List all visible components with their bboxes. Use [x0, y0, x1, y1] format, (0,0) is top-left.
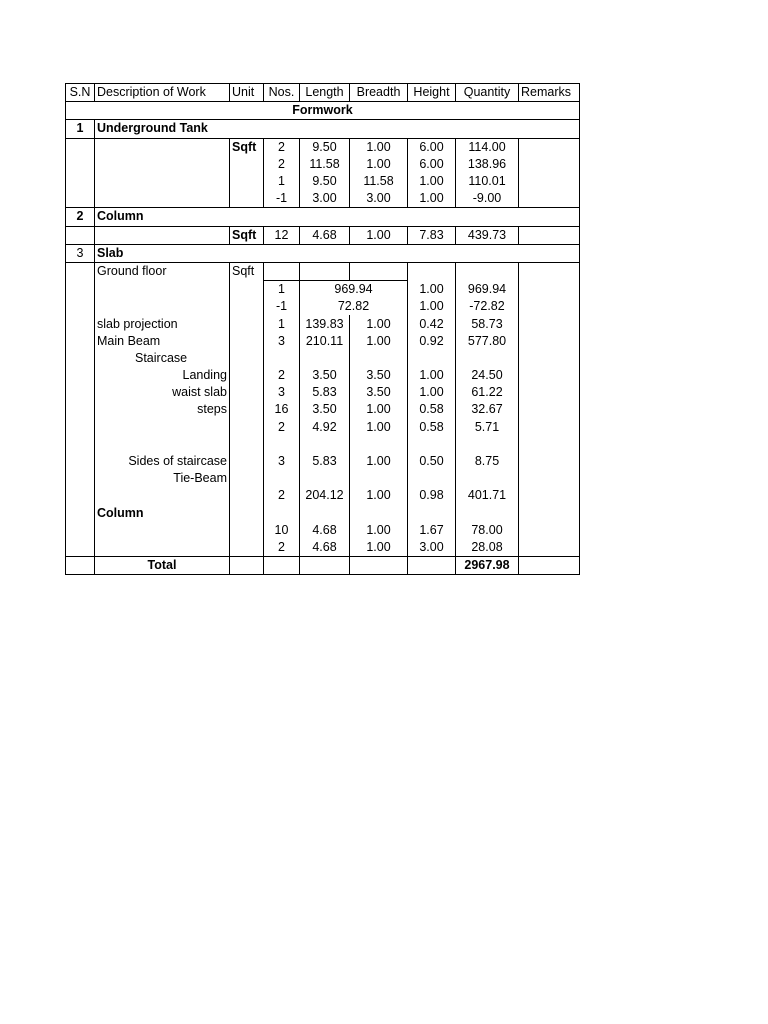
- item-sn: 2: [66, 208, 95, 226]
- length-cell: 3.50: [300, 367, 350, 384]
- length-cell: 4.68: [300, 522, 350, 539]
- length-cell: 5.83: [300, 384, 350, 401]
- quantity-cell: 24.50: [456, 367, 519, 384]
- nos-cell: -1: [264, 298, 300, 315]
- breadth-cell: 1.00: [350, 539, 408, 557]
- header-description: Description of Work: [95, 84, 230, 102]
- length-cell: 4.68: [300, 539, 350, 557]
- nos-cell: 2: [264, 539, 300, 557]
- quantity-cell: 78.00: [456, 522, 519, 539]
- table-row: [66, 298, 580, 315]
- quantity-cell: 969.94: [456, 281, 519, 299]
- table-row: [66, 401, 580, 418]
- length-cell: 9.50: [300, 173, 350, 190]
- header-nos: Nos.: [264, 84, 300, 102]
- quantity-cell: 58.73: [456, 315, 519, 332]
- breadth-cell: 1.00: [350, 138, 408, 156]
- description-cell: Column: [95, 505, 230, 522]
- description-cell: Landing: [95, 367, 230, 384]
- nos-cell: 3: [264, 384, 300, 401]
- height-cell: 1.00: [408, 384, 456, 401]
- breadth-cell: 1.00: [350, 156, 408, 173]
- height-cell: 6.00: [408, 156, 456, 173]
- height-cell: 1.00: [408, 190, 456, 208]
- item-title: Column: [95, 208, 580, 226]
- table-row: [66, 190, 580, 208]
- formwork-estimate-table: [65, 83, 580, 575]
- table-row: [66, 138, 580, 156]
- quantity-cell: 439.73: [456, 226, 519, 244]
- section-title: Formwork: [66, 102, 580, 120]
- description-cell: slab projection: [95, 315, 230, 332]
- breadth-cell: 1.00: [350, 401, 408, 418]
- item-heading-row: [66, 120, 580, 138]
- table-row: [66, 350, 580, 367]
- table-row: [66, 262, 580, 280]
- height-cell: 3.00: [408, 539, 456, 557]
- length-cell: 139.83: [300, 315, 350, 332]
- table-row: [66, 333, 580, 350]
- height-cell: 0.50: [408, 453, 456, 470]
- height-cell: 1.00: [408, 367, 456, 384]
- total-row: [66, 557, 580, 575]
- nos-cell: 3: [264, 453, 300, 470]
- quantity-cell: 8.75: [456, 453, 519, 470]
- nos-cell: 1: [264, 173, 300, 190]
- height-cell: 0.58: [408, 419, 456, 436]
- description-cell: Sides of staircase: [95, 453, 230, 470]
- length-cell: 9.50: [300, 138, 350, 156]
- length-cell: 210.11: [300, 333, 350, 350]
- length-cell: 4.92: [300, 419, 350, 436]
- unit-cell: Sqft: [230, 138, 264, 156]
- breadth-cell: 1.00: [350, 315, 408, 332]
- table-row: [66, 453, 580, 470]
- height-cell: 0.92: [408, 333, 456, 350]
- nos-cell: 2: [264, 487, 300, 504]
- table-row: [66, 281, 580, 299]
- table-row: [66, 436, 580, 453]
- area-cell: 72.82: [300, 298, 408, 315]
- header-quantity: Quantity: [456, 84, 519, 102]
- table-row: [66, 505, 580, 522]
- section-title-row: [66, 102, 580, 120]
- breadth-cell: 1.00: [350, 522, 408, 539]
- nos-cell: 2: [264, 367, 300, 384]
- description-cell: Main Beam: [95, 333, 230, 350]
- item-heading-row: [66, 208, 580, 226]
- nos-cell: 2: [264, 419, 300, 436]
- table-row: [66, 156, 580, 173]
- header-height: Height: [408, 84, 456, 102]
- table-row: [66, 367, 580, 384]
- height-cell: 1.00: [408, 281, 456, 299]
- table-row: [66, 173, 580, 190]
- quantity-cell: 114.00: [456, 138, 519, 156]
- quantity-cell: 61.22: [456, 384, 519, 401]
- nos-cell: 3: [264, 333, 300, 350]
- item-title: Underground Tank: [95, 120, 580, 138]
- description-cell: Tie-Beam: [95, 470, 230, 487]
- table-row: [66, 384, 580, 401]
- nos-cell: -1: [264, 190, 300, 208]
- height-cell: 6.00: [408, 138, 456, 156]
- item-heading-row: [66, 244, 580, 262]
- header-row: [66, 84, 580, 102]
- height-cell: 0.58: [408, 401, 456, 418]
- table-row: [66, 470, 580, 487]
- header-length: Length: [300, 84, 350, 102]
- nos-cell: 10: [264, 522, 300, 539]
- breadth-cell: 3.50: [350, 384, 408, 401]
- length-cell: 4.68: [300, 226, 350, 244]
- table-row: [66, 522, 580, 539]
- length-cell: 5.83: [300, 453, 350, 470]
- quantity-cell: 5.71: [456, 419, 519, 436]
- total-label: Total: [95, 557, 230, 575]
- height-cell: 0.42: [408, 315, 456, 332]
- table-row: [66, 419, 580, 436]
- area-cell: 969.94: [300, 281, 408, 299]
- item-sn: 1: [66, 120, 95, 138]
- breadth-cell: 1.00: [350, 333, 408, 350]
- nos-cell: 1: [264, 315, 300, 332]
- unit-cell: Sqft: [230, 226, 264, 244]
- header-remarks: Remarks: [519, 84, 580, 102]
- breadth-cell: 11.58: [350, 173, 408, 190]
- header-sn: S.N: [66, 84, 95, 102]
- breadth-cell: 3.00: [350, 190, 408, 208]
- nos-cell: 16: [264, 401, 300, 418]
- table-row: [66, 226, 580, 244]
- header-breadth: Breadth: [350, 84, 408, 102]
- total-quantity: 2967.98: [456, 557, 519, 575]
- item-title: Slab: [95, 244, 580, 262]
- nos-cell: 2: [264, 138, 300, 156]
- nos-cell: 1: [264, 281, 300, 299]
- breadth-cell: 1.00: [350, 487, 408, 504]
- quantity-cell: 110.01: [456, 173, 519, 190]
- height-cell: 1.00: [408, 173, 456, 190]
- breadth-cell: 1.00: [350, 419, 408, 436]
- table-row: [66, 539, 580, 557]
- table-row: [66, 315, 580, 332]
- description-cell: steps: [95, 401, 230, 418]
- unit-cell: Sqft: [230, 262, 264, 280]
- breadth-cell: 1.00: [350, 226, 408, 244]
- ground-floor-label: Ground floor: [95, 262, 230, 280]
- height-cell: 1.00: [408, 298, 456, 315]
- item-sn: 3: [66, 244, 95, 262]
- quantity-cell: 28.08: [456, 539, 519, 557]
- height-cell: 0.98: [408, 487, 456, 504]
- quantity-cell: -9.00: [456, 190, 519, 208]
- length-cell: 11.58: [300, 156, 350, 173]
- length-cell: 204.12: [300, 487, 350, 504]
- description-cell: waist slab: [95, 384, 230, 401]
- header-unit: Unit: [230, 84, 264, 102]
- nos-cell: 2: [264, 156, 300, 173]
- quantity-cell: 138.96: [456, 156, 519, 173]
- height-cell: 1.67: [408, 522, 456, 539]
- breadth-cell: 3.50: [350, 367, 408, 384]
- breadth-cell: 1.00: [350, 453, 408, 470]
- description-cell: Staircase: [95, 350, 230, 367]
- quantity-cell: -72.82: [456, 298, 519, 315]
- quantity-cell: 401.71: [456, 487, 519, 504]
- quantity-cell: 32.67: [456, 401, 519, 418]
- height-cell: 7.83: [408, 226, 456, 244]
- length-cell: 3.00: [300, 190, 350, 208]
- length-cell: 3.50: [300, 401, 350, 418]
- quantity-cell: 577.80: [456, 333, 519, 350]
- table-row: [66, 487, 580, 504]
- nos-cell: 12: [264, 226, 300, 244]
